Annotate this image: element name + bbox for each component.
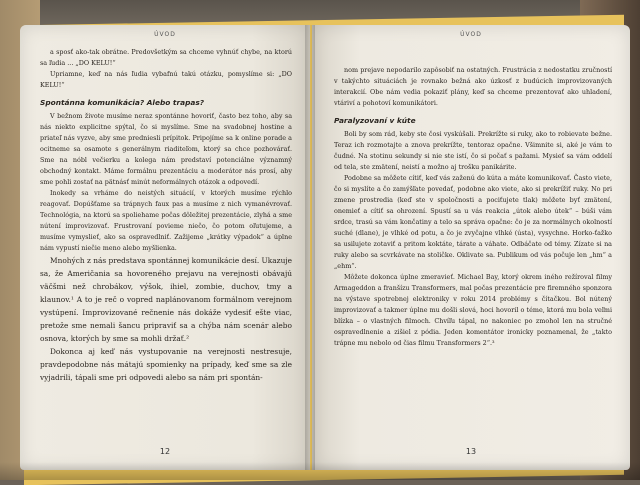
paragraph: V bežnom živote musíme neraz spontánne hovoriť, často bez toho, aby sa nás niekto explicitne spýtal, čo si myslíme. Sme na svadobnej hostine a priateľ nás vyzve, aby sme predniesli prípitok. Pripojíme sa k online porade a ocitneme sa osamote s generálnym riaditeľom, ktorý sa chce pozhovárať. Sme na nóbl večierku a kolega nám predstaví potenciálne významný obchodný kontakt. Máme formálnu prezentáciu a moderátor nás prosí, aby sme pohli zostať na pätnásť minút neformálnych otázok a odpovedí. [40, 112, 292, 186]
page-number: 12 [159, 447, 171, 456]
paragraph: Mnohých z nás predstava spontánnej komunikácie desí. Ukazuje sa, že Američania sa hovoreného prejavu na verejnosti obávajú väčšmi než chrobákov, výšok, ihiel, zombie, duchov, tmy a klaunov.¹ A to je reč o vopred naplánovanom formálnom verejnom vystúpení. Improvizované rečnenie nás dokáže vydesiť ešte viac, pretože sme nemali šancu pripraviť sa a chýba nám scenár alebo osnova, ktorých by sme sa mohli držať.² [40, 256, 292, 343]
right-page-header: ÚVOD [460, 31, 482, 38]
paragraph: Podobne sa môžete cítiť, keď vás zaženú do kúta a máte komunikovať. Často viete, čo si myslíte a čo zamýšľate povedať, podobne ako viete, ako si prekrížiť ruky. No pri zmene prostredia (keď ste v spoločnosti a pociťujete tlak) môžete byť zmätení, onemieť a cítiť sa ohrození. Spustí sa u vás reakcia „útok alebo útek“ – búši vám srdce, trasú sa vám končatiny a telo sa správa opačne: čo je za normálnych okolností suché (dlane), je vlhké od potu, a čo je zvyčajne vlhké (ústa), vysychne. Horko-ťažko sa usilujete zotaviť a pritom koktáte, tárate a váhate. Odbáčate od témy. Zízate si na ruky alebo sa scvrkávate na stoličke. Oklivate sa. Publikum od vás počuje len „hm“ a „ehm“. [334, 174, 612, 270]
paragraph: Upriamne, keď na nás ľudia vybafnú takú otázku, pomyslíme si: „DO KELU!“ [40, 70, 292, 89]
book-gutter [305, 25, 315, 470]
paragraph: a sposť ako-tak obrátne. Predovšetkým sa chceme vyhnúť chybe, na ktorú sa ľudia ... „DO KELU!“ [40, 48, 292, 67]
left-page [20, 25, 310, 470]
left-page-text [40, 47, 292, 384]
section-heading: Spontánna komunikácia? Alebo trapas? [40, 98, 205, 107]
right-page-text [334, 65, 612, 349]
section-heading: Paralyzovaní v kúte [334, 116, 416, 125]
paragraph: nom prejave nepodarilo zapôsobiť na ostatných. Frustrácia z nedostatku zručností v takýchto situáciách je rovnako bežná ako úzkosť z budúcich improvizovaných interakcií. Obe nám vedia pokaziť plány, keď sa chceme prezentovať ako uhladení, vtáriví a pohotoví komunikátori. [334, 66, 612, 107]
bottom-shadow [0, 462, 640, 480]
paragraph: Boli by som rád, keby ste čosi vyskúšali. Prekrížte si ruky, ako to robievate bežne. Teraz ich rozmotajte a znova prekrížte, tentoraz opačne. Všimnite si, aké je vám to čudné. Na stotinu sekundy si nie ste istí, čo si počať s pažami. Mysieť sa vám oddelí od tela, ste zmätení, neistí a možno aj trošku panikárite. [334, 130, 612, 171]
paragraph: Dokonca aj keď nás vystupovanie na verejnosti nestresuje, pravdepodobne nás mátajú spomienky na prípady, keď sme sa zle vyjadrili, tápali sme pri odpovedi alebo sa nám pri spontán- [40, 347, 292, 382]
paragraph: Inokedy sa vrháme do neistých situácií, v ktorých musíme rýchlo reagovať. Dopúšťame sa trápnych faux pas a musíme z nich vymanévrovať. Technológia, na ktorú sa spoliehame počas dôležitej prezentácie, zlyhá a sme nútení improvizovať. Frustrovaní povieme niečo, čo potom oľutujeme, a musíme vymyslieť, ako sa ospravedlniť. Zažijeme „krátky výpadok“ a úplne nám vypustí niečie meno alebo myšlienka. [40, 189, 292, 252]
paragraph: Môžete dokonca úplne zmeravieť. Michael Bay, ktorý okrem iného režíroval filmy Armageddon a franšízu Transformers, mal počas prezentácie pre firemného sponzora na výstave spotrebnej elektroniky v roku 2014 problémy s čítačkou. Bol nútený improvizovať a takmer úplne mu došli slová, hoci hovoril o téme, ktorá mu bola veľmi blízka – o vlastných filmoch. Chvíľu tápal, no nakoniec po zmohol len na stručné ospravedlnenie a zišiel z pódia. Jeden komentátor ironicky poznamenal, že „takto trápne mu nebolo od čias filmu Transformers 2“.³ [334, 273, 612, 347]
right-page [312, 25, 630, 470]
left-page-header: ÚVOD [154, 31, 176, 38]
page-number: 13 [465, 447, 477, 456]
